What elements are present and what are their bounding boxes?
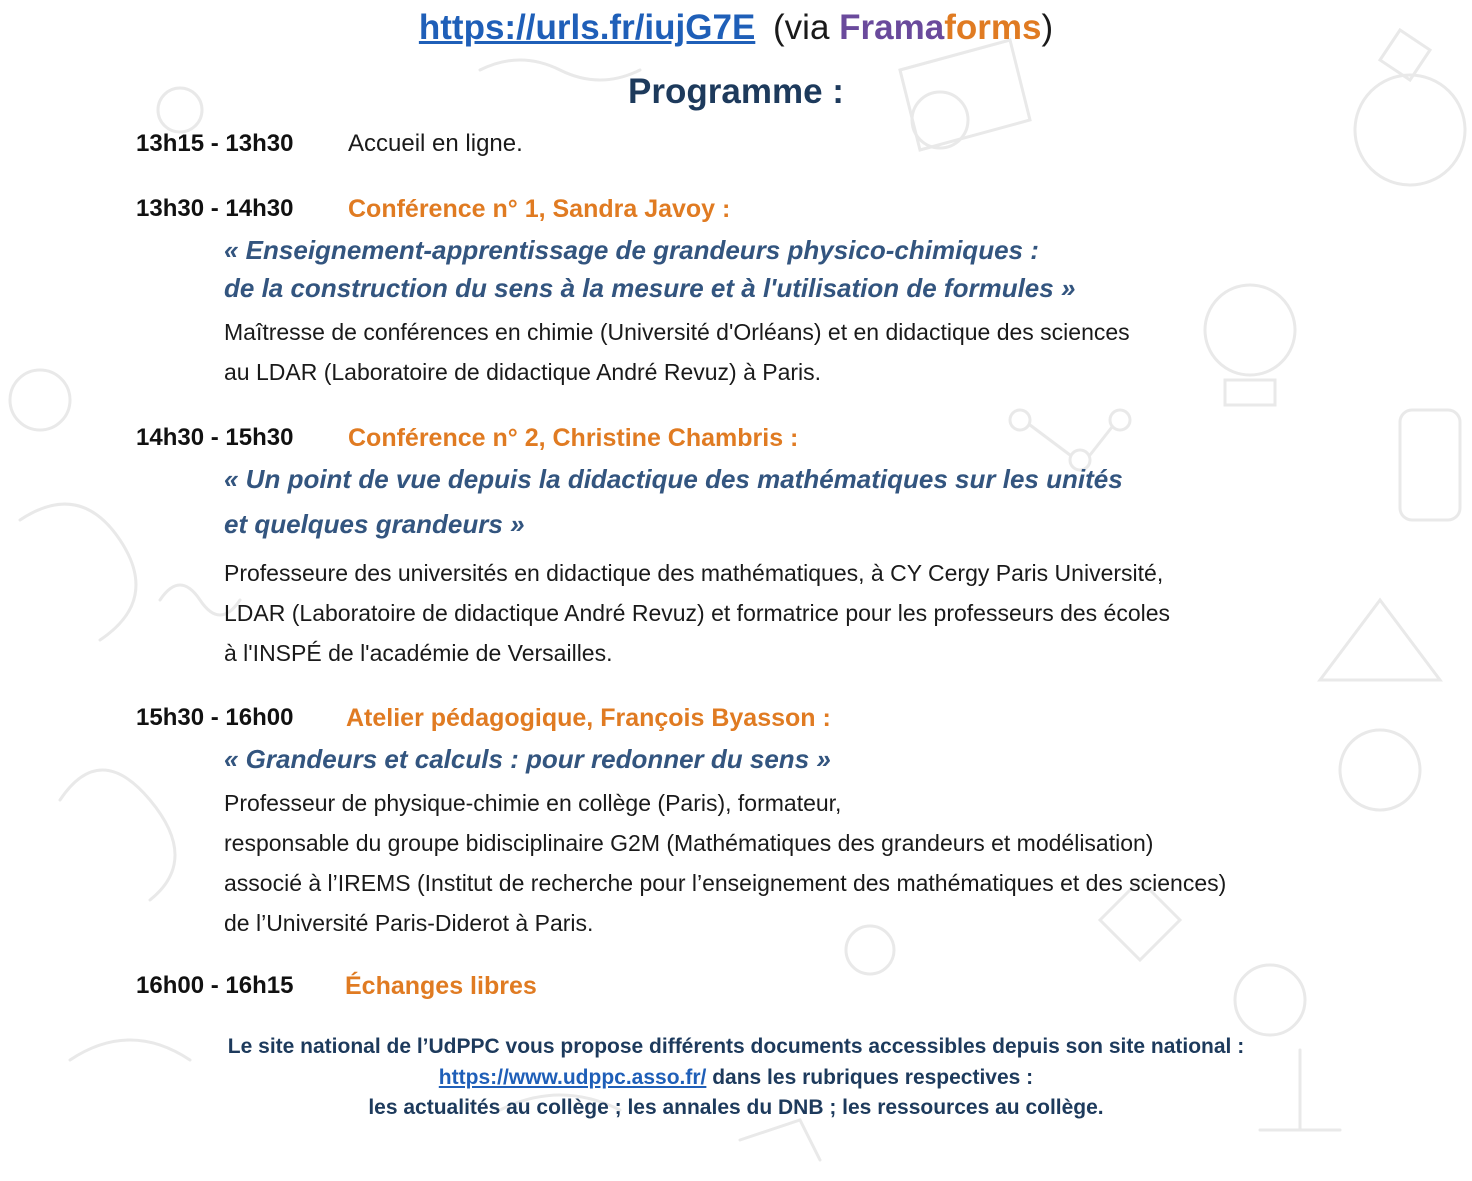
slot-heading: Conférence n° 2, Christine Chambris : <box>348 424 799 452</box>
speaker-description-line: Maîtresse de conférences en chimie (Université d'Orléans) et en didactique des sciences <box>224 319 1130 345</box>
talk-title-line: de la construction du sens à la mesure et à l'utilisation de formules » <box>224 273 1076 303</box>
brand-forms: forms <box>944 8 1042 47</box>
footer-line-1: Le site national de l’UdPPC vous propose différents documents accessibles depuis son site national : <box>227 1035 1245 1058</box>
speaker-description-line: de l’Université Paris-Diderot à Paris. <box>224 910 594 936</box>
slot-time: 13h15 - 13h30 <box>136 130 294 157</box>
speaker-description-line: Professeure des universités en didactique des mathématiques, à CY Cergy Paris Université, <box>224 560 1164 586</box>
footer-line-3: les actualités au collège ; les annales du DNB ; les ressources au collège. <box>368 1096 1104 1119</box>
footer-line-2-suffix: dans les rubriques respectives : <box>706 1066 1034 1089</box>
slot-heading: Accueil en ligne. <box>348 130 523 157</box>
speaker-description-line: au LDAR (Laboratoire de didactique André Revuz) à Paris. <box>224 359 822 385</box>
slot-heading: Conférence n° 1, Sandra Javoy : <box>348 195 731 223</box>
talk-title-line: et quelques grandeurs » <box>224 509 525 539</box>
talk-title-line: « Enseignement-apprentissage de grandeurs physico-chimiques : <box>224 235 1039 265</box>
slot-heading: Atelier pédagogique, François Byasson : <box>346 704 831 732</box>
programme-title: Programme : <box>628 72 844 111</box>
talk-title-line: « Grandeurs et calculs : pour redonner du sens » <box>224 744 831 774</box>
udppc-link[interactable]: https://www.udppc.asso.fr/ <box>438 1066 707 1089</box>
footer-line-2 <box>0 1066 1472 1090</box>
speaker-description-line: à l'INSPÉ de l'académie de Versailles. <box>224 640 613 666</box>
slot-time: 16h00 - 16h15 <box>136 972 294 999</box>
speaker-description-line: associé à l’IREMS (Institut de recherche pour l’enseignement des mathématiques et des sciences) <box>224 870 1227 896</box>
registration-line <box>0 8 1472 48</box>
talk-title-line: « Un point de vue depuis la didactique des mathématiques sur les unités <box>224 464 1123 494</box>
slot-time: 13h30 - 14h30 <box>136 195 294 222</box>
speaker-description-line: responsable du groupe bidisciplinaire G2M (Mathématiques des grandeurs et modélisation) <box>224 830 1154 856</box>
speaker-description-line: Professeur de physique-chimie en collège (Paris), formateur, <box>224 790 842 816</box>
slot-time: 15h30 - 16h00 <box>136 704 294 731</box>
speaker-description-line: LDAR (Laboratoire de didactique André Revuz) et formatrice pour les professeurs des écoles <box>224 600 1171 626</box>
slot-time: 14h30 - 15h30 <box>136 424 294 451</box>
slot-heading: Échanges libres <box>345 972 537 1000</box>
via-prefix: (via <box>773 8 840 47</box>
via-suffix: ) <box>1041 8 1054 47</box>
registration-link[interactable]: https://urls.fr/iujG7E <box>418 8 756 47</box>
brand-frama: Frama <box>839 8 945 47</box>
